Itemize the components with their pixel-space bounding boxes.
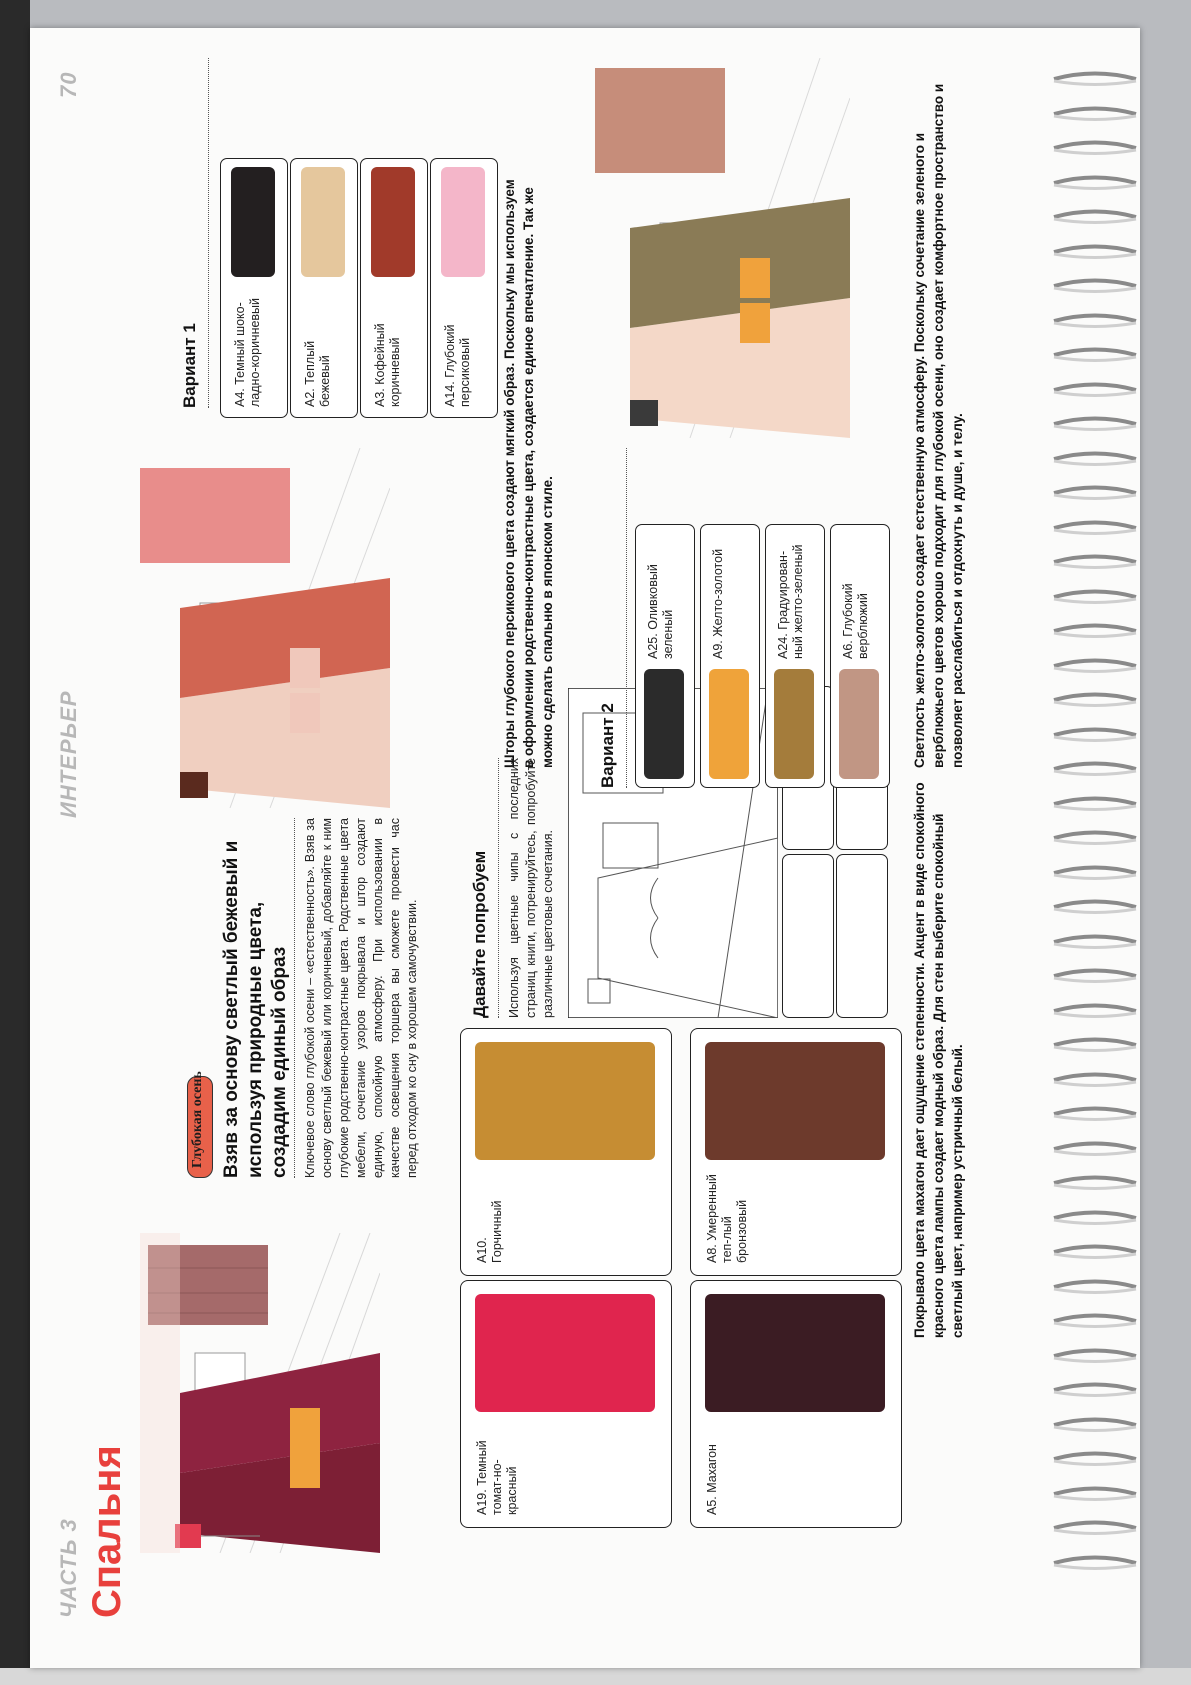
binding-ring — [1050, 1381, 1140, 1399]
swatch-name: Темный шоко-ладно-коричневый — [233, 297, 262, 407]
variant1-caption: Шторы глубокого персикового цвета создают мягкий образ. Поскольку мы используем в оформлении родственно-контрастные цвета, создается единое впечатление. Так же можно сделать спальню в японском стиле. — [502, 179, 555, 768]
binding-ring — [1050, 1485, 1140, 1503]
swatch-code: A25. — [646, 633, 660, 659]
binding-ring — [1050, 657, 1140, 675]
swatch-name: Оливковый зеленый — [646, 564, 675, 659]
swatch-card-a24 — [765, 524, 825, 788]
swatch-name: Желто-золотой — [711, 548, 725, 637]
swatch-card-a6 — [830, 524, 890, 788]
left-caption: Покрывало цвета махагон дает ощущение степенности. Акцент в виде спокойного красного цвета лампы создает модный образ. Для стен выберите спокойный светлый цвет, например устричный белый. — [912, 782, 965, 1338]
binding-ring — [1050, 519, 1140, 537]
scan-dark-edge — [0, 0, 30, 1685]
binding-ring — [1050, 1416, 1140, 1434]
binding-ring — [1050, 1278, 1140, 1296]
swatch-card-a3 — [360, 158, 428, 418]
binding-ring — [1050, 553, 1140, 571]
swatch-name: Глубокий персиковый — [443, 324, 472, 407]
swatch-code: A2. — [303, 388, 317, 407]
binding-ring — [1050, 898, 1140, 916]
binding-ring — [1050, 1071, 1140, 1089]
swatch-chip — [231, 167, 275, 277]
binding-ring — [1050, 70, 1140, 88]
bedroom-illustration-right — [590, 58, 850, 438]
swatch-name: Теплый бежевый — [303, 340, 332, 407]
binding-ring — [1050, 967, 1140, 985]
binding-ring — [1050, 346, 1140, 364]
divider — [294, 818, 295, 1178]
swatch-card-a19 — [460, 1280, 672, 1528]
swatch-card-a9 — [700, 524, 760, 788]
swatch-chip — [644, 669, 684, 779]
spiral-binding-icon — [1050, 70, 1170, 1600]
binding-ring — [1050, 1140, 1140, 1158]
empty-chip-slot[interactable] — [782, 854, 834, 1018]
divider — [626, 448, 627, 788]
swatch-code: A14. — [443, 381, 457, 407]
swatch-card-a8 — [690, 1028, 902, 1276]
binding-ring — [1050, 1174, 1140, 1192]
rotated-page-content — [30, 28, 1140, 1668]
binding-ring — [1050, 1036, 1140, 1054]
binding-ring — [1050, 864, 1140, 882]
binding-ring — [1050, 1312, 1140, 1330]
bedroom-illustration-center — [140, 448, 390, 808]
binding-ring — [1050, 1450, 1140, 1468]
swatch-chip — [839, 669, 879, 779]
curtain-icon — [140, 468, 290, 563]
swatch-card-a10 — [460, 1028, 672, 1276]
page-title: Спальня — [85, 1445, 129, 1618]
floor-lamp-icon — [630, 400, 658, 426]
curtain-icon — [595, 68, 725, 173]
binding-ring — [1050, 1209, 1140, 1227]
swatch-code: A4. — [233, 388, 247, 407]
divider — [208, 58, 209, 408]
variant2-heading: Вариант 2 — [598, 703, 617, 788]
binding-ring — [1050, 208, 1140, 226]
theme-badge-text: Глубокая осень — [190, 1071, 205, 1168]
swatch-code: A8. — [705, 1244, 719, 1263]
binding-ring — [1050, 139, 1140, 157]
bedroom-illustration-left — [140, 1233, 380, 1553]
binding-ring — [1050, 1519, 1140, 1537]
swatch-chip — [301, 167, 345, 277]
binding-ring — [1050, 691, 1140, 709]
swatch-card-a2 — [290, 158, 358, 418]
variant1-heading: Вариант 1 — [180, 323, 199, 408]
binding-ring — [1050, 450, 1140, 468]
binding-ring — [1050, 1105, 1140, 1123]
try-heading: Давайте попробуем — [470, 850, 489, 1018]
binding-ring — [1050, 484, 1140, 502]
swatch-chip — [371, 167, 415, 277]
swatch-code: A9. — [711, 640, 725, 659]
swatch-name: Градуирован-ный желто-зеленый — [776, 544, 805, 659]
swatch-card-a25 — [635, 524, 695, 788]
swatch-chip — [475, 1042, 655, 1160]
binding-ring — [1050, 415, 1140, 433]
swatch-name: Темный томат-но-красный — [475, 1440, 519, 1515]
binding-ring — [1050, 105, 1140, 123]
swatch-chip — [441, 167, 485, 277]
book-page — [30, 28, 1140, 1668]
swatch-code: A6. — [841, 640, 855, 659]
page-number: 70 — [56, 71, 81, 98]
swatch-chip — [705, 1294, 885, 1412]
swatch-name: Глубокий верблюжий — [841, 583, 870, 659]
swatch-chip — [774, 669, 814, 779]
divider — [498, 758, 499, 1018]
binding-ring — [1050, 1554, 1140, 1572]
binding-ring — [1050, 588, 1140, 606]
swatch-chip — [709, 669, 749, 779]
intro-text: Ключевое слово глубокой осени – «естественность». Взяв за основу светлый бежевый или коричневый, добавляйте к ним глубокие родственно-контрастные цвета. Родственные цвета мебели, сочетание узоров покрывала и штор создают единую, спокойную атмосферу. При использовании в качестве освещения торшера вы сможете провести час перед отходом ко сну в хорошем самочувствии. — [303, 818, 419, 1178]
swatch-code: A3. — [373, 388, 387, 407]
binding-ring — [1050, 1243, 1140, 1261]
swatch-name: Махагон — [705, 1444, 719, 1493]
swatch-name: Кофейный коричневый — [373, 323, 402, 407]
swatch-code: A19. — [475, 1489, 489, 1515]
binding-ring — [1050, 277, 1140, 295]
floor-lamp-icon — [180, 772, 208, 798]
binding-ring — [1050, 381, 1140, 399]
swatch-chip — [475, 1294, 655, 1412]
swatch-card-a4 — [220, 158, 288, 418]
swatch-code: A24. — [776, 633, 790, 659]
part-label: ЧАСТЬ 3 — [56, 1518, 81, 1618]
swatch-card-a14 — [430, 158, 498, 418]
scan-bottom-band — [0, 1668, 1191, 1685]
swatch-card-a5 — [690, 1280, 902, 1528]
swatch-name: Горчичный — [490, 1200, 504, 1263]
binding-ring — [1050, 726, 1140, 744]
binding-ring — [1050, 933, 1140, 951]
swatch-code: A5. — [705, 1496, 719, 1515]
binding-ring — [1050, 829, 1140, 847]
swatch-code: A10. — [475, 1237, 489, 1263]
try-text: Используя цветные чипы с последних страниц книги, потренируйтесь, попробуйте различные цветовые сочетания. — [507, 758, 555, 1018]
swatch-chip — [705, 1042, 885, 1160]
section-label: ИНТЕРЬЕР — [56, 690, 81, 818]
variant2-caption: Светлость желто-золотого создает естественную атмосферу. Поскольку сочетание зеленого и верблюжьего цветов хорошо подходит для глубокой осени, оно создает комфортное пространство и позволяет расслабиться и отдохнуть и душе, и телу. — [912, 83, 965, 768]
binding-ring — [1050, 312, 1140, 330]
swatch-name: Умеренный теп-лый бронзовый — [705, 1174, 749, 1263]
intro-heading: Взяв за основу светлый бежевый и используя природные цвета, создадим единый образ — [221, 840, 290, 1178]
binding-ring — [1050, 174, 1140, 192]
binding-ring — [1050, 1002, 1140, 1020]
empty-chip-slot[interactable] — [836, 854, 888, 1018]
binding-ring — [1050, 795, 1140, 813]
binding-ring — [1050, 760, 1140, 778]
binding-ring — [1050, 622, 1140, 640]
binding-ring — [1050, 1347, 1140, 1365]
binding-ring — [1050, 243, 1140, 261]
